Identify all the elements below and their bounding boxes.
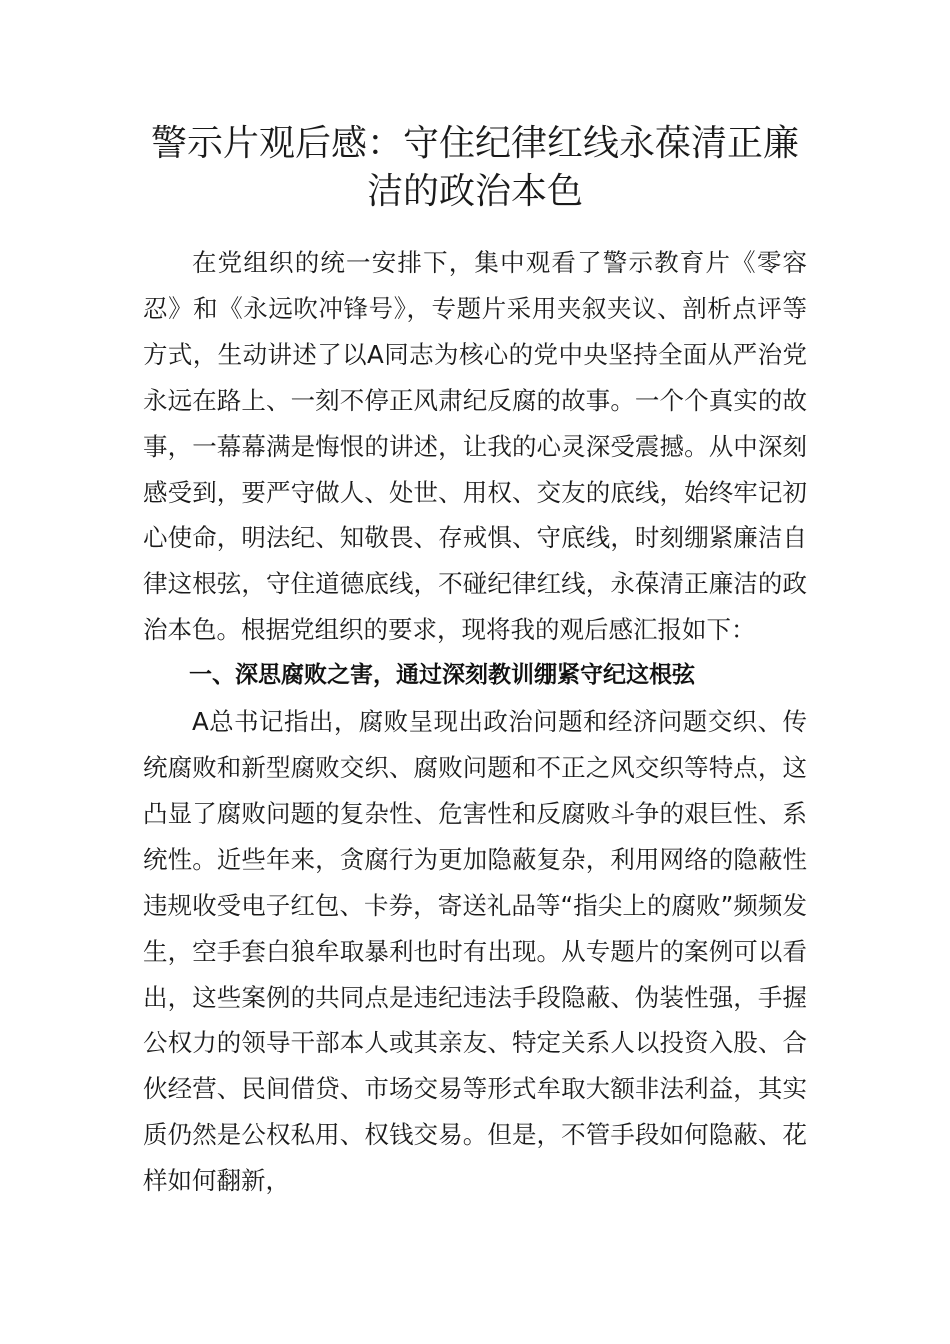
section-heading: 一、深思腐败之害，通过深刻教训绷紧守纪这根弦	[189, 662, 695, 689]
section-paragraph: A总书记指出，腐败呈现出政治问题和经济问题交织、传统腐败和新型腐败交织、腐败问题和不正之风交织等特点，这凸显了腐败问题的复杂性、危害性和反腐败斗争的艰巨性、系统性。近些年来，贪腐行为更加隐蔽复杂，利用网络的隐蔽性违规收受电子红包、卡券，寄送礼品等“指尖上的腐败”频频发生，空手套白狼牟取暴利也时有出现。从专题片的案例可以看出，这些案例的共同点是违纪违法手段隐蔽、伪装性强，手握公权力的领导干部本人或其亲友、特定关系人以投资入股、合伙经营、民间借贷、市场交易等形式牟取大额非法利益，其实质仍然是公权私用、权钱交易。但是，不管手段如何隐蔽、花样如何翻新，	[143, 707, 807, 1196]
document-title: 警示片观后感：守住纪律红线永葆清正廉洁的政治本色	[150, 123, 799, 212]
document-body	[143, 240, 807, 1204]
intro-paragraph: 在党组织的统一安排下，集中观看了警示教育片《零容忍》和《永远吹冲锋号》，专题片采用夹叙夹议、剖析点评等方式，生动讲述了以A同志为核心的党中央坚持全面从严治党永远在路上、一刻不停正风肃纪反腐的故事。一个个真实的故事，一幕幕满是悔恨的讲述，让我的心灵深受震撼。从中深刻感受到，要严守做人、处世、用权、交友的底线，始终牢记初心使命，明法纪、知敬畏、存戒惧、守底线，时刻绷紧廉洁自律这根弦，守住道德底线，不碰纪律红线，永葆清正廉洁的政治本色。根据党组织的要求，现将我的观后感汇报如下：	[143, 248, 807, 645]
